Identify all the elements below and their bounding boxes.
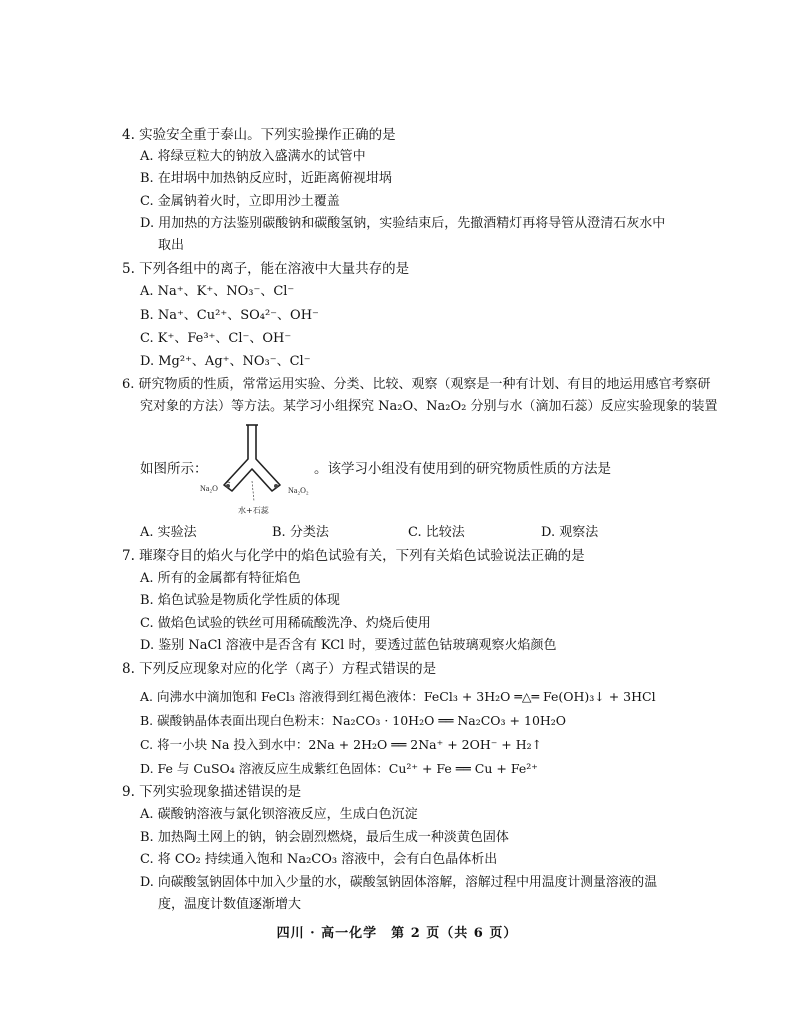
pointer-line <box>252 481 254 501</box>
y-tube-diagram <box>196 423 314 519</box>
q7-option-c: C. 做焰色试验的铁丝可用稀硫酸洗净、灼烧后使用 <box>140 616 431 631</box>
q6-option-b: B. 分类法 <box>272 525 329 540</box>
q4-option-a: A. 将绿豆粒大的钠放入盛满水的试管中 <box>140 149 366 164</box>
q8-stem: 8. 下列反应现象对应的化学（离子）方程式错误的是 <box>122 661 437 677</box>
q8-option-d: D. Fe 与 CuSO₄ 溶液反应生成紫红色固体：Cu²⁺ + Fe ══ Cu + Fe²⁺ <box>140 761 538 776</box>
q6-option-d: D. 观察法 <box>541 525 599 540</box>
q9-stem: 9. 下列实验现象描述错误的是 <box>122 784 302 800</box>
q4-option-b: B. 在坩埚中加热钠反应时，近距离俯视坩埚 <box>140 171 392 186</box>
q8-option-b: B. 碳酸钠晶体表面出现白色粉末：Na₂CO₃ · 10H₂O ══ Na₂CO₃ + 10H₂O <box>140 713 567 728</box>
q8-option-a: A. 向沸水中滴加饱和 FeCl₃ 溶液得到红褐色液体：FeCl₃ + 3H₂O ═△═ Fe(OH)₃↓ + 3HCl <box>140 689 656 704</box>
q6-stem-line3b: 。该学习小组没有使用到的研究物质性质的方法是 <box>314 461 611 477</box>
q6-stem-line2: 究对象的方法）等方法。某学习小组探究 Na₂O、Na₂O₂ 分别与水（滴加石蕊）反应实验现象的装置 <box>140 399 718 414</box>
q4-option-d-cont: 取出 <box>158 238 185 253</box>
label-na2o2: Na₂O₂ <box>288 486 309 495</box>
q9-option-b: B. 加热陶土网上的钠，钠会剧烈燃烧，最后生成一种淡黄色固体 <box>140 830 509 845</box>
q9-option-d: D. 向碳酸氢钠固体中加入少量的水，碳酸氢钠固体溶解，溶解过程中用温度计测量溶液的温 <box>140 875 658 890</box>
q5-option-a: A. Na⁺、K⁺、NO₃⁻、Cl⁻ <box>140 284 295 299</box>
q6-stem-line1: 6. 研究物质的性质，常常运用实验、分类、比较、观察（观察是一种有计划、有目的地运用感官考察研 <box>122 377 711 392</box>
q5-stem: 5. 下列各组中的离子，能在溶液中大量共存的是 <box>122 261 410 277</box>
q9-option-a: A. 碳酸钠溶液与氯化钡溶液反应，生成白色沉淀 <box>140 807 418 822</box>
q6-option-c: C. 比较法 <box>408 525 465 540</box>
q8-option-c: C. 将一小块 Na 投入到水中：2Na + 2H₂O ══ 2Na⁺ + 2OH⁻ + H₂↑ <box>140 737 543 752</box>
q7-option-a: A. 所有的金属都有特征焰色 <box>140 571 301 586</box>
q7-option-d: D. 鉴别 NaCl 溶液中是否含有 KCl 时，要透过蓝色钴玻璃观察火焰颜色 <box>140 638 557 653</box>
q7-stem: 7. 璀璨夺目的焰火与化学中的焰色试验有关，下列有关焰色试验说法正确的是 <box>122 548 585 564</box>
label-na2o: Na₂O <box>200 484 218 493</box>
q7-option-b: B. 焰色试验是物质化学性质的体现 <box>140 593 340 608</box>
q4-option-c: C. 金属钠着火时，立即用沙土覆盖 <box>140 194 340 209</box>
na2o-sample <box>226 484 230 488</box>
q6-option-a: A. 实验法 <box>140 525 197 540</box>
label-water-litmus: 水+石蕊 <box>238 506 269 515</box>
q5-option-b: B. Na⁺、Cu²⁺、SO₄²⁻、OH⁻ <box>140 308 319 323</box>
page-footer: 四川 · 高一化学 第 2 页（共 6 页） <box>276 926 518 941</box>
q9-option-d-cont: 度，温度计数值逐渐增大 <box>158 897 302 912</box>
q4-option-d: D. 用加热的方法鉴别碳酸钠和碳酸氢钠，实验结束后，先撤酒精灯再将导管从澄清石灰水中 <box>140 216 666 231</box>
q9-option-c: C. 将 CO₂ 持续通入饱和 Na₂CO₃ 溶液中，会有白色晶体析出 <box>140 852 498 867</box>
q5-option-d: D. Mg²⁺、Ag⁺、NO₃⁻、Cl⁻ <box>140 354 311 369</box>
q6-stem-line3a: 如图所示： <box>140 461 208 477</box>
q5-option-c: C. K⁺、Fe³⁺、Cl⁻、OH⁻ <box>140 331 292 346</box>
q4-stem: 4. 实验安全重于泰山。下列实验操作正确的是 <box>122 127 396 143</box>
na2o2-sample <box>274 484 278 488</box>
